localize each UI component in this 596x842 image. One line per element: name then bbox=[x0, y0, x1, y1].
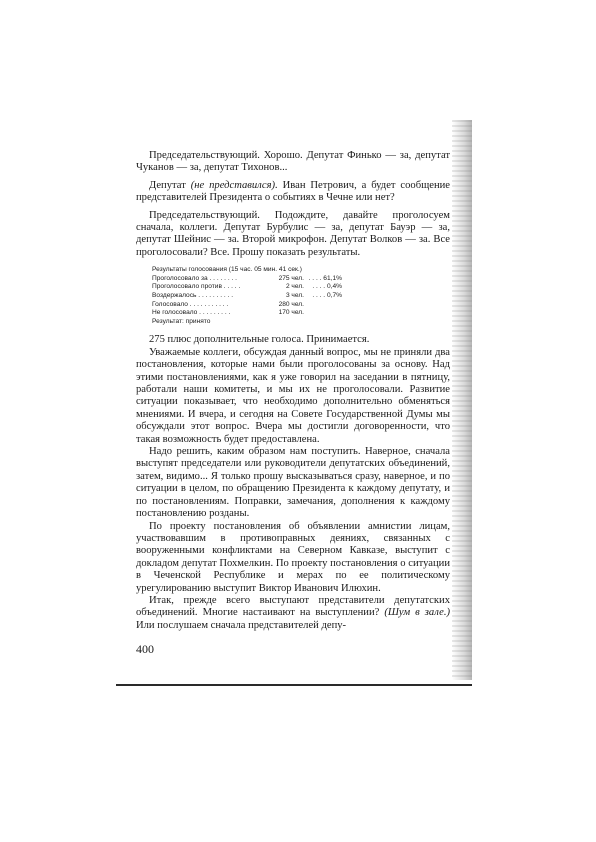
text-run: Уважаемые коллеги, обсуждая данный вопрос, мы не приняли два постановления, которые нами были проголосованы за основу. Над этими постановлениями, как я уже говорил на заседании в пятницу, работали наши комитеты, и мы их не проголосовали. Развитие ситуации показывает, что необходимо дополнительно обменяться мнениями. И вчера, и сегодня на Совете Государственной Думы мы обсуждали этот вопрос. Вчера мы достигли договоренности, что такая возможность будет предоставлена. bbox=[136, 346, 450, 445]
text-run: Надо решить, каким образом нам поступить. Наверное, сначала выступят председатели или руководители депутатских объединений, затем, видимо... Я только прошу высказываться сразу, наверное, и по ситуации в целом, по обращению Президента к каждому депутату, и по постановлениям. Поправки, замечания, дополнения к каждому постановлению розданы. bbox=[136, 446, 450, 520]
paragraph bbox=[136, 446, 450, 520]
vote-results-outcome: Результат: принято bbox=[152, 317, 211, 325]
text-column bbox=[136, 150, 450, 632]
vote-results-block bbox=[152, 266, 450, 326]
text-run: По проекту постановления об объявлении амнистии лицам, участвовавшим в противоправных деяниях, связанных с вооруженными конфликтами на Северном Кавказе, выступит с докладом депутат Похмелкин. По проекту постановления о ситуации в Чеченской Республике и мерах по ее политическому урегулированию выступит Виктор Иванович Илюхин. bbox=[136, 520, 450, 594]
vote-label: Не голосовало . . . . . . . . . bbox=[152, 309, 231, 317]
vote-label: Проголосовало против . . . . . bbox=[152, 283, 241, 291]
vote-row bbox=[152, 283, 450, 292]
vote-percent: . . . . 61,1% bbox=[308, 274, 342, 282]
vote-row bbox=[152, 292, 450, 301]
vote-row bbox=[152, 309, 450, 318]
vote-row bbox=[152, 301, 450, 310]
text-run: Председательствующий. Подождите, давайте проголосуем сначала, коллеги. Депутат Бурбулис — за, депутат Бауэр — за, депутат Шейнис — за. Второй микрофон. Депутат Волков — за. Все проголосовали? Все. Прошу показать результаты. bbox=[136, 209, 450, 258]
vote-percent: . . . . 0,7% bbox=[312, 292, 342, 300]
vote-results-title: Результаты голосования (15 час. 05 мин. 41 сек.) bbox=[152, 266, 302, 274]
paragraph bbox=[136, 210, 450, 260]
page-number: 400 bbox=[136, 642, 154, 656]
binding-shadow bbox=[452, 120, 472, 680]
paragraphs-bottom bbox=[136, 334, 450, 632]
page-bottom-rule bbox=[116, 684, 472, 686]
paragraph bbox=[136, 521, 450, 595]
vote-count: 170 чел. bbox=[278, 309, 304, 317]
text-run: Итак, прежде всего выступают представители депутатских объединений. Многие настаивают на выступлении? bbox=[136, 594, 450, 619]
paragraph bbox=[136, 347, 450, 446]
vote-percent bbox=[304, 301, 342, 310]
italic-remark: (Шум в зале.) bbox=[384, 607, 450, 619]
paragraph bbox=[136, 334, 450, 346]
vote-count: 280 чел. bbox=[278, 300, 304, 308]
paragraphs-top bbox=[136, 150, 450, 259]
vote-count: 3 чел. bbox=[285, 292, 304, 300]
vote-row bbox=[152, 275, 450, 284]
vote-label: Воздержалось . . . . . . . . . . bbox=[152, 292, 234, 300]
vote-percent bbox=[304, 309, 342, 318]
italic-remark: (не представился). bbox=[190, 179, 278, 191]
vote-results-rows bbox=[152, 275, 450, 318]
vote-label: Проголосовало за . . . . . . . . bbox=[152, 274, 238, 282]
text-run: Депутат bbox=[149, 179, 191, 191]
paragraph bbox=[136, 595, 450, 632]
text-run: Председательствующий. Хорошо. Депутат Финько — за, депутат Чуканов — за, депутат Тихонов... bbox=[136, 150, 450, 174]
paragraph bbox=[136, 180, 450, 205]
text-run: Или послушаем сначала представителей депу- bbox=[136, 619, 347, 631]
text-run: Иван Петрович, а будет сообщение представителей Президента о событиях в Чечне или нет? bbox=[136, 179, 450, 204]
vote-label: Голосовало . . . . . . . . . . . bbox=[152, 300, 229, 308]
vote-count: 275 чел. bbox=[278, 274, 304, 282]
vote-count: 2 чел. bbox=[285, 283, 304, 291]
vote-percent: . . . . 0,4% bbox=[312, 283, 342, 291]
text-run: 275 плюс дополнительные голоса. Принимается. bbox=[149, 334, 370, 346]
paragraph bbox=[136, 150, 450, 175]
